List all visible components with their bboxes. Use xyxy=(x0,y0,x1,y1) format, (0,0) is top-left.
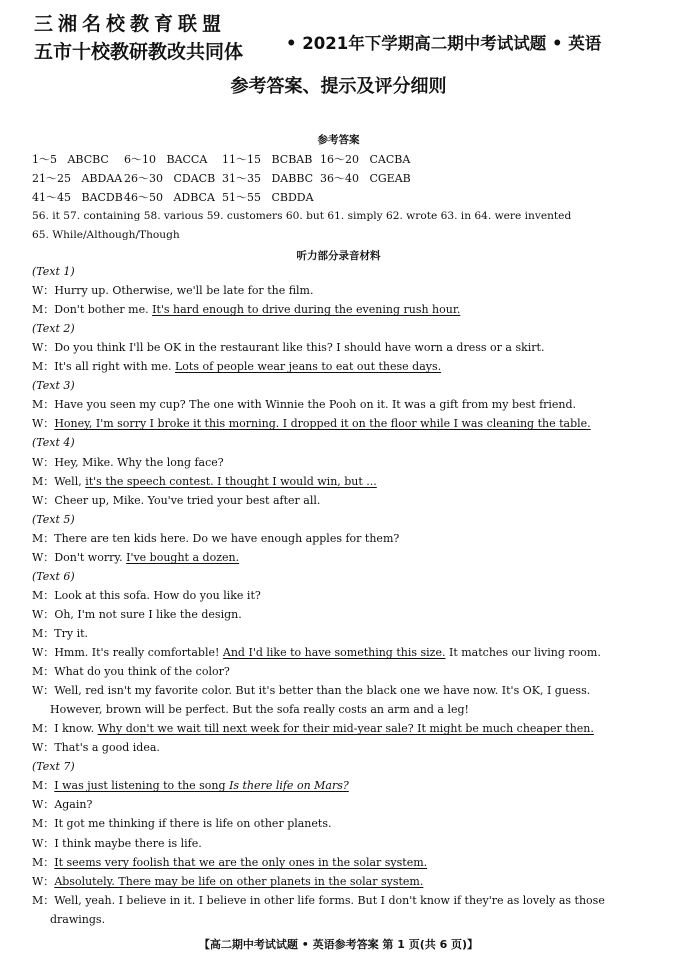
dialogue-text: Cheer up, Mike. You've tried your best after all. xyxy=(54,494,321,507)
dialogue-text: drawings. xyxy=(50,913,106,926)
dialogue-line xyxy=(32,624,88,643)
dialogue-text: It's all right with me. xyxy=(54,360,175,373)
dialogue-line xyxy=(32,776,349,795)
key-sentence: And I'd like to have something this size. xyxy=(222,646,446,659)
speaker: W： xyxy=(32,284,55,297)
text-label xyxy=(32,319,75,338)
speaker: M： xyxy=(32,303,55,316)
dialogue-line xyxy=(32,586,261,605)
key-sentence: Lots of people wear jeans to eat out these days. xyxy=(174,360,442,373)
dialogue-line xyxy=(50,910,105,929)
answer-group: 16～20 CACBA xyxy=(320,153,411,166)
dialogue-text: Well, red isn't my favorite color. But it's better than the black one we have now. It's OK, I guess. xyxy=(54,684,591,697)
key-sentence: it's the speech contest. I thought I would win, but ... xyxy=(85,475,377,488)
speaker: W： xyxy=(32,417,55,430)
speaker: W： xyxy=(32,456,55,469)
dialogue-line xyxy=(32,605,242,624)
answer-group: 11～15 BCBAB xyxy=(222,153,313,166)
dialogue-text: It got me thinking if there is life on other planets. xyxy=(54,817,332,830)
text-label xyxy=(32,433,75,452)
speaker: M： xyxy=(32,475,55,488)
dialogue-line xyxy=(32,643,601,662)
dialogue-line xyxy=(32,834,202,853)
listening-heading: 听力部分录音材料 xyxy=(296,250,381,262)
answers-heading: 参考答案 xyxy=(317,134,360,146)
dialogue-text: That's a good idea. xyxy=(54,741,160,754)
dialogue-line xyxy=(50,700,469,719)
key-sentence: Absolutely. There may be life on other planets in the solar system. xyxy=(54,875,424,888)
dialogue-line xyxy=(32,529,399,548)
speaker: W： xyxy=(32,684,55,697)
text-label xyxy=(32,376,75,395)
dialogue-line xyxy=(32,814,331,833)
dialogue-line xyxy=(32,795,92,814)
dialogue-text: It matches our living room. xyxy=(445,646,601,659)
dialogue-line xyxy=(32,738,160,757)
speaker: M： xyxy=(32,779,55,792)
dialogue-text: (Text 4) xyxy=(32,436,75,449)
dialogue-text: However, brown will be perfect. But the sofa really costs an arm and a leg! xyxy=(50,703,469,716)
dialogue-text: There are ten kids here. Do we have enough apples for them? xyxy=(54,532,400,545)
dialogue-text: (Text 3) xyxy=(32,379,75,392)
dialogue-text: Well, xyxy=(54,475,86,488)
dialogue-text: Don't bother me. xyxy=(54,303,153,316)
alliance-name: 三湘名校教育联盟 xyxy=(34,13,227,35)
dialogue-text: (Text 1) xyxy=(32,265,75,278)
header-left xyxy=(34,10,243,66)
answer-group: 41～45 BACDB xyxy=(32,191,123,204)
text-label xyxy=(32,567,75,586)
dialogue-line xyxy=(32,491,320,510)
dialogue-line xyxy=(32,472,377,491)
dialogue-line xyxy=(32,662,230,681)
key-sentence: Why don't we wait till next week for their mid-year sale? It might be much cheaper then. xyxy=(97,722,594,735)
grammar-answers: 56. it 57. containing 58. various 59. customers 60. but 61. simply 62. wrote 63. in 64. were invented xyxy=(32,210,572,222)
speaker: W： xyxy=(32,798,55,811)
answer-group: 51～55 CBDDA xyxy=(222,191,314,204)
answer-group: 21～25 ABDAA xyxy=(32,172,123,185)
dialogue-text: (Text 7) xyxy=(32,760,75,773)
answer-group: 31～35 DABBC xyxy=(222,172,314,185)
dialogue-line xyxy=(32,281,313,300)
speaker: M： xyxy=(32,589,55,602)
speaker: M： xyxy=(32,665,55,678)
dialogue-text: Well, yeah. I believe in it. I believe in other life forms. But I don't know if they're as lovely as those xyxy=(54,894,605,907)
answer-group: 36～40 CGEAB xyxy=(320,172,411,185)
answer-group: 6～10 BACCA xyxy=(124,153,208,166)
dialogue-text: Don't worry. xyxy=(54,551,127,564)
answer-group: 46～50 ADBCA xyxy=(124,191,215,204)
dialogue-line xyxy=(32,853,427,872)
answer-group: 26～30 CDACB xyxy=(124,172,216,185)
key-sentence: Honey, I'm sorry I broke it this morning. I dropped it on the floor while I was cleaning the table. xyxy=(54,417,591,430)
dialogue-text: Do you think I'll be OK in the restaurant like this? I should have worn a dress or a skirt. xyxy=(54,341,545,354)
dialogue-line xyxy=(32,453,224,472)
answer-group: 1～5 ABCBC xyxy=(32,153,109,166)
community-name: 五市十校教研教改共同体 xyxy=(34,41,244,63)
dialogue-line xyxy=(32,414,591,433)
dialogue-text: (Text 5) xyxy=(32,513,75,526)
dialogue-text: Hmm. It's really comfortable! xyxy=(54,646,223,659)
dialogue-line xyxy=(32,681,590,700)
speaker: M： xyxy=(32,856,55,869)
dialogue-text: Oh, I'm not sure I like the design. xyxy=(54,608,242,621)
dialogue-text: Hey, Mike. Why the long face? xyxy=(54,456,224,469)
dialogue-text: Look at this sofa. How do you like it? xyxy=(54,589,261,602)
dialogue-text: (Text 2) xyxy=(32,322,75,335)
speaker: W： xyxy=(32,875,55,888)
page-subtitle: 参考答案、提示及评分细则 xyxy=(230,76,447,97)
dialogue-line xyxy=(32,395,576,414)
key-sentence: I've bought a dozen. xyxy=(126,551,240,564)
speaker: M： xyxy=(32,817,55,830)
dialogue-text: I know. xyxy=(54,722,98,735)
speaker: W： xyxy=(32,608,55,621)
song-title: Is there life on Mars? xyxy=(229,779,349,792)
key-sentence: It's hard enough to drive during the evening rush hour. xyxy=(152,303,461,316)
dialogue-text: (Text 6) xyxy=(32,570,75,583)
dialogue-text: Have you seen my cup? The one with Winnie the Pooh on it. It was a gift from my best friend. xyxy=(54,398,577,411)
speaker: W： xyxy=(32,837,55,850)
dialogue-text: I think maybe there is life. xyxy=(54,837,202,850)
dialogue-line xyxy=(32,548,239,567)
text-label xyxy=(32,510,75,529)
speaker: W： xyxy=(32,741,55,754)
speaker: W： xyxy=(32,494,55,507)
exam-title: • 2021年下学期高二期中考试试题 • 英语 xyxy=(286,34,602,53)
speaker: W： xyxy=(32,646,55,659)
speaker: M： xyxy=(32,627,55,640)
dialogue-text: Hurry up. Otherwise, we'll be late for the film. xyxy=(54,284,314,297)
speaker: M： xyxy=(32,360,55,373)
dialogue-text: Try it. xyxy=(54,627,89,640)
key-sentence: I was just listening to the song Is there life on Mars? xyxy=(54,779,349,792)
page-footer: 【高二期中考试试题 • 英语参考答案 第 1 页(共 6 页)】 xyxy=(198,938,479,951)
text-label xyxy=(32,757,75,776)
text-label xyxy=(32,262,75,281)
dialogue-line xyxy=(32,719,594,738)
dialogue-line xyxy=(32,357,441,376)
speaker: M： xyxy=(32,894,55,907)
dialogue-text: What do you think of the color? xyxy=(54,665,230,678)
key-sentence: It seems very foolish that we are the only ones in the solar system. xyxy=(54,856,428,869)
dialogue-line xyxy=(32,872,423,891)
speaker: W： xyxy=(32,341,55,354)
speaker: W： xyxy=(32,551,55,564)
dialogue-line xyxy=(32,300,460,319)
speaker: M： xyxy=(32,532,55,545)
dialogue-line xyxy=(32,891,605,910)
dialogue-line xyxy=(32,338,544,357)
dialogue-text: Again? xyxy=(54,798,93,811)
grammar-answers: 65. While/Although/Though xyxy=(32,229,180,241)
speaker: M： xyxy=(32,398,55,411)
speaker: M： xyxy=(32,722,55,735)
